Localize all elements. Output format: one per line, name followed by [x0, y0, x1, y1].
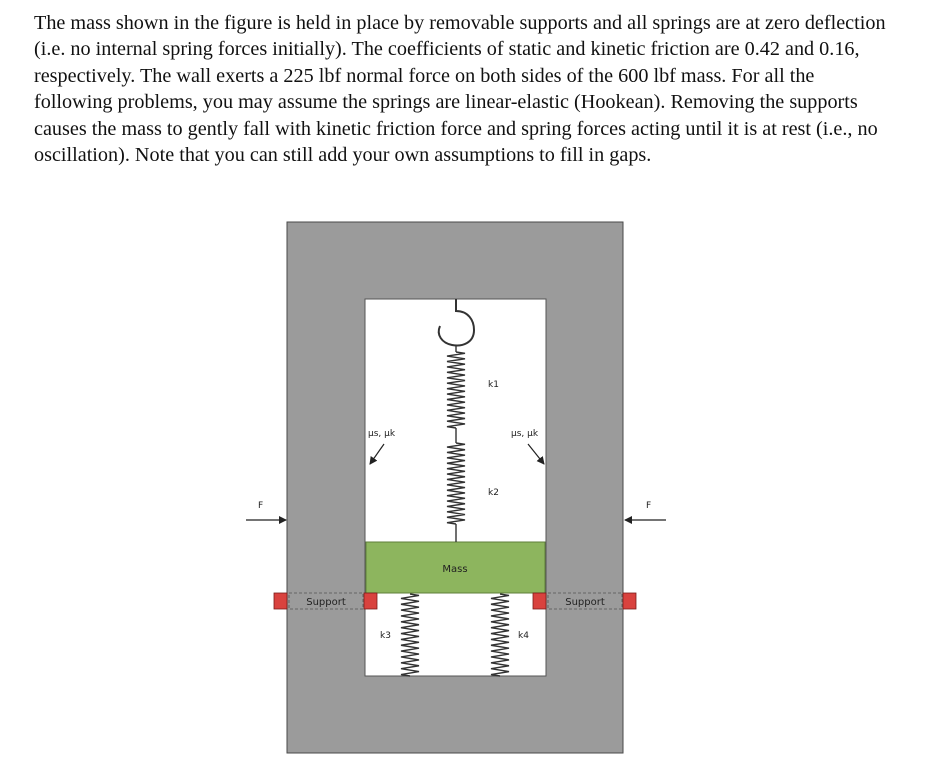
force-label-left: F [258, 501, 264, 511]
spring-label-k1: k1 [488, 380, 499, 390]
support-right-outer [623, 593, 636, 609]
friction-label-right: μs, μk [511, 429, 539, 439]
friction-label-left: μs, μk [368, 429, 396, 439]
spring-label-k3: k3 [380, 631, 391, 641]
spring-label-k2: k2 [488, 488, 499, 498]
support-right-inner [533, 593, 546, 609]
spring-label-k4: k4 [518, 631, 529, 641]
force-label-right: F [646, 501, 652, 511]
support-left-outer [274, 593, 287, 609]
support-right-label: Support [565, 597, 605, 608]
mass-label: Mass [442, 564, 468, 575]
problem-statement: The mass shown in the figure is held in place by removable supports and all springs are at zero deflection (i.e. no internal spring forces initially). The coefficients of static and kinetic friction are 0.42 and 0.16, respectively. The wall exerts a 225 lbf normal force on both sides of the 600 lbf mass. For all the following problems, you may assume the springs are linear-elastic (Hookean). Removing the supports causes the mass to gently fall with kinetic friction force and spring forces acting until it is at rest (i.e., no oscillation). Note that you can still add your own assumptions to fill in gaps. [34, 12, 886, 167]
support-left-label: Support [306, 597, 346, 608]
support-left-inner [364, 593, 377, 609]
